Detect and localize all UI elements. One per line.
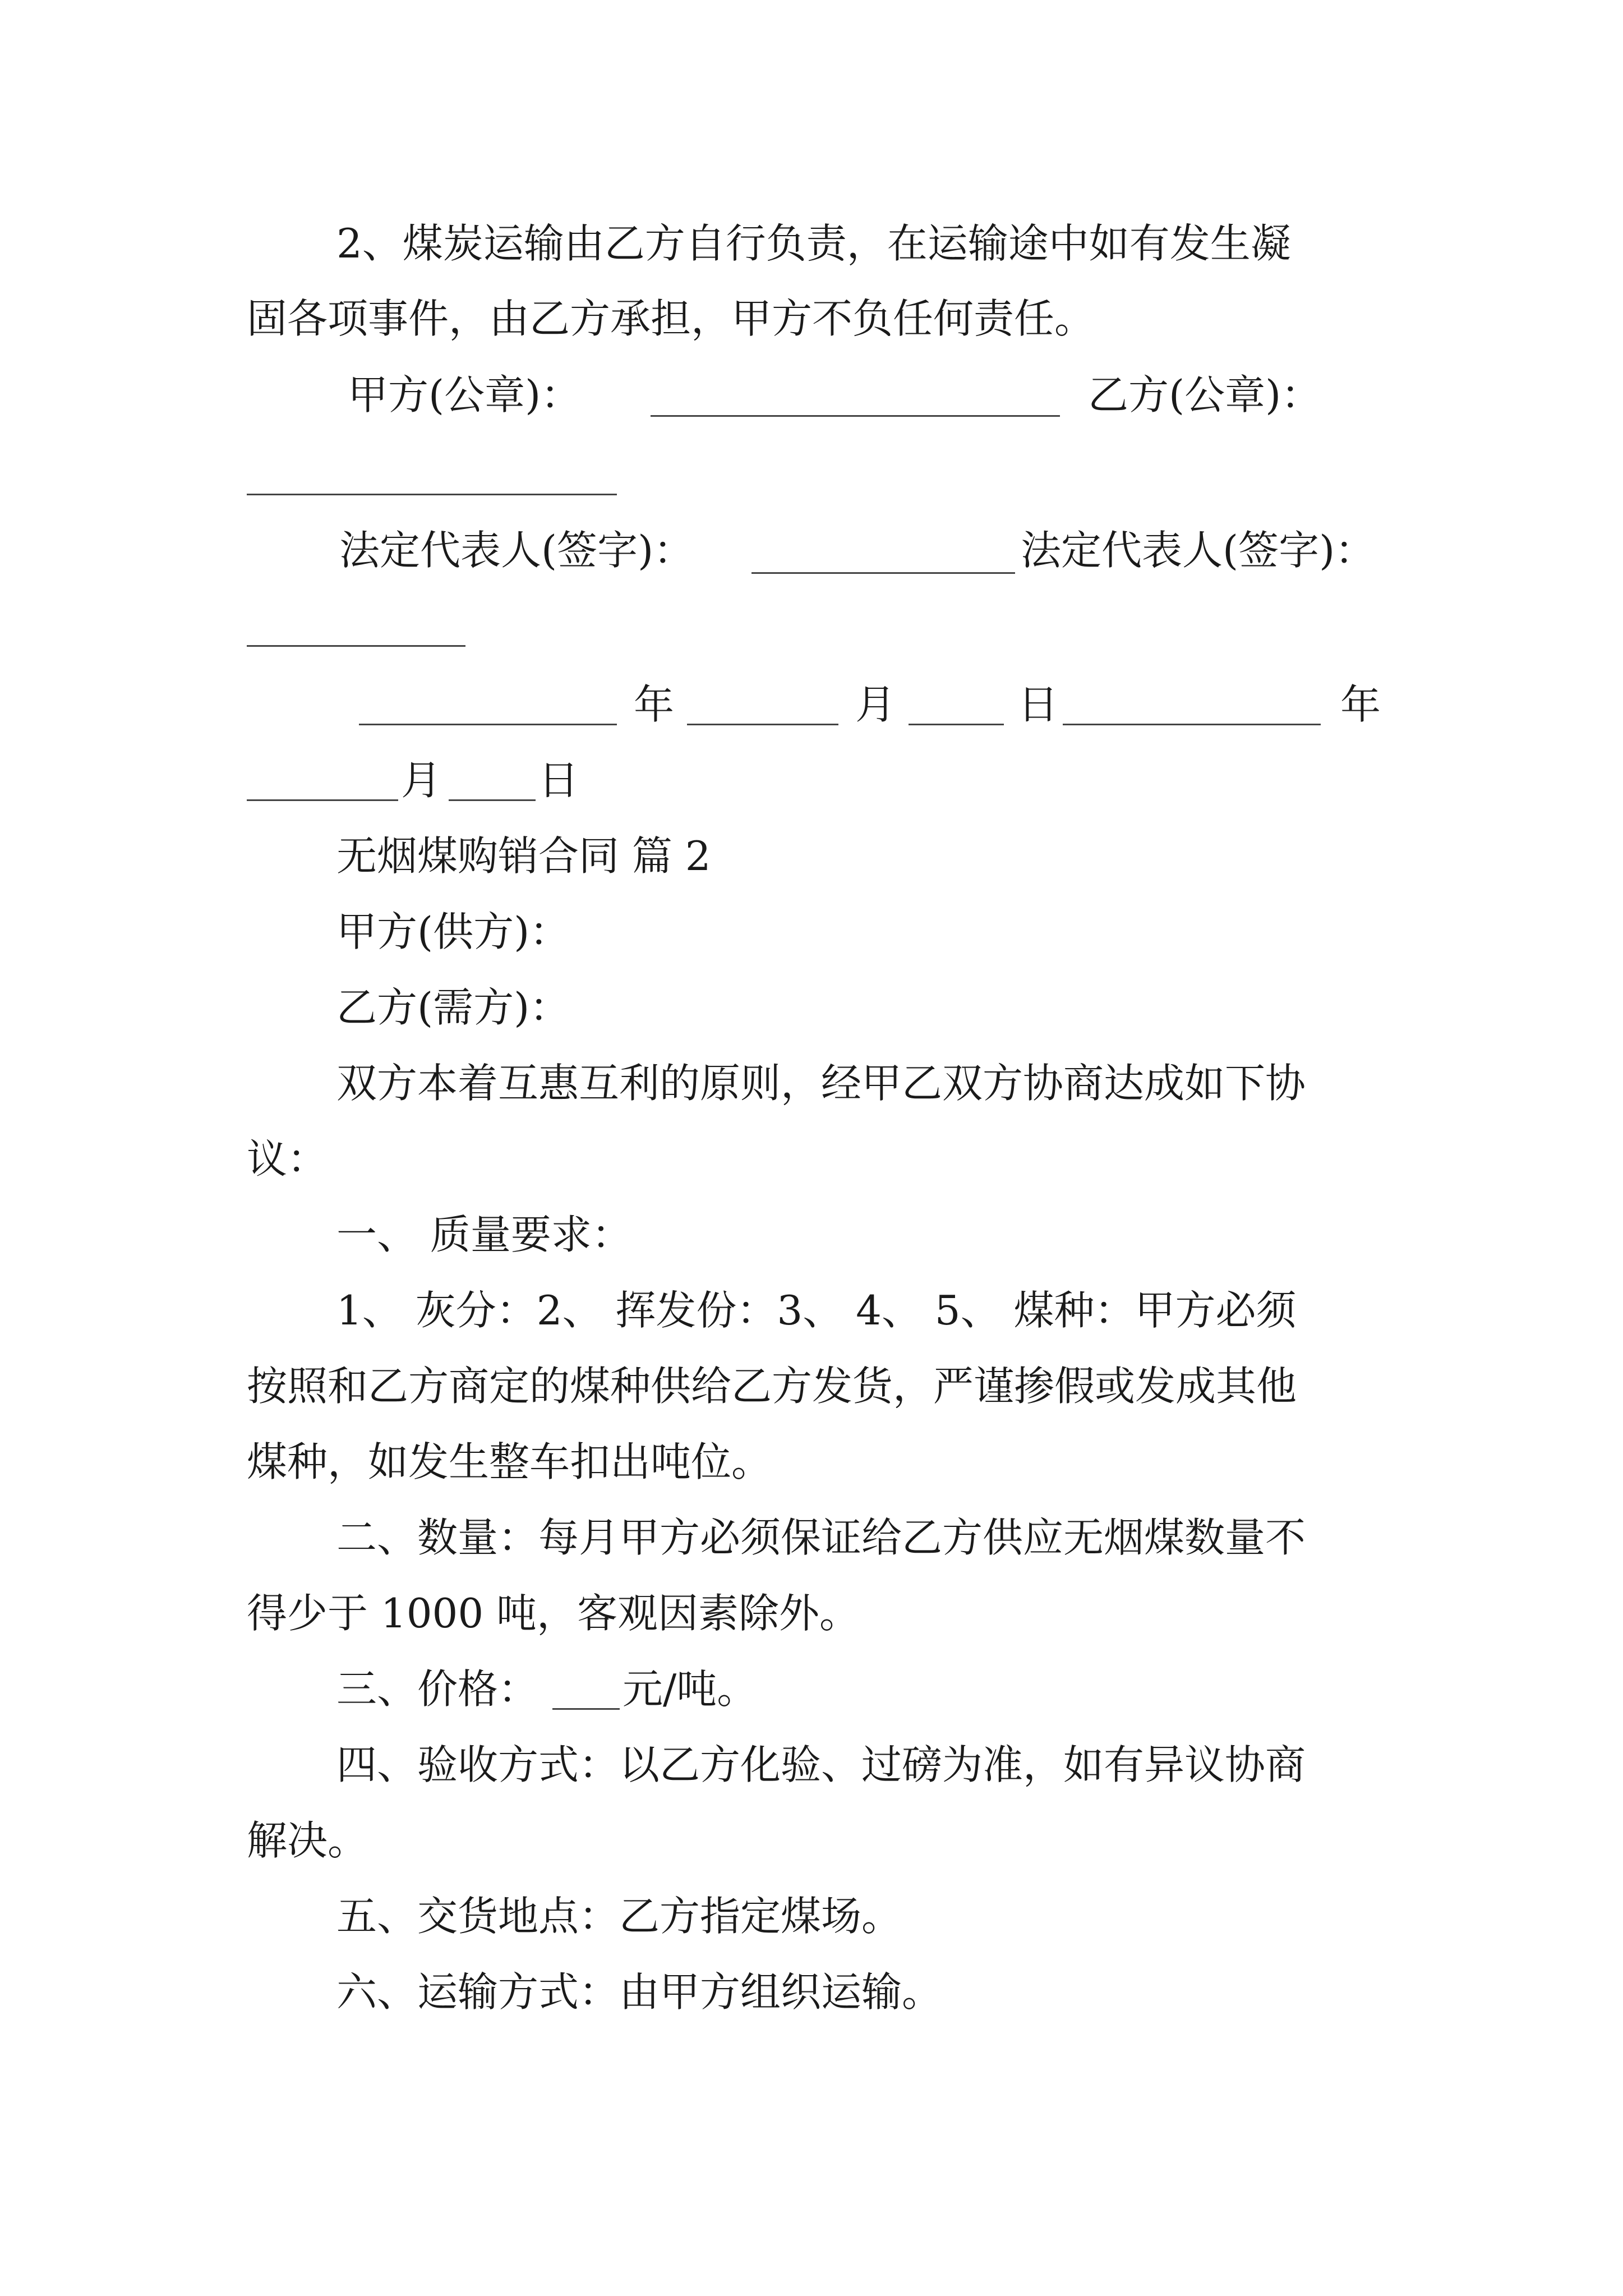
clause-2-line-1: 2、煤炭运输由乙方自行负责，在运输途中如有发生凝 bbox=[336, 220, 1291, 267]
intro-line-2: 议： bbox=[247, 1135, 328, 1182]
date-b-year-blank bbox=[1063, 724, 1321, 725]
transport-method: 六、运输方式：由甲方组织运输。 bbox=[336, 1968, 943, 2016]
date-a-day-blank bbox=[909, 724, 1004, 725]
date-b-month: 月 bbox=[401, 757, 442, 804]
date-b-year: 年 bbox=[1340, 681, 1381, 728]
date-b-day: 日 bbox=[538, 757, 579, 804]
date-a-year-blank bbox=[359, 724, 617, 725]
intro-line-1: 双方本着互惠互利的原则，经甲乙双方协商达成如下协 bbox=[336, 1060, 1306, 1107]
clause-2-line-2: 固各项事件，由乙方承担，甲方不负任何责任。 bbox=[247, 295, 1095, 342]
date-b-month-blank bbox=[247, 799, 398, 801]
date-a-month-blank bbox=[687, 724, 838, 725]
price-unit: 元/吨。 bbox=[623, 1665, 758, 1713]
rep-b-blank bbox=[247, 645, 465, 647]
party-b-seal-blank bbox=[247, 494, 617, 495]
date-a-year: 年 bbox=[634, 681, 675, 728]
supplier-label: 甲方(供方)： bbox=[336, 908, 570, 955]
quality-heading: 一、 质量要求： bbox=[336, 1211, 632, 1258]
rep-a-label: 法定代表人(签字)： bbox=[339, 527, 694, 574]
acceptance-line-1: 四、验收方式：以乙方化验、过磅为准，如有异议协商 bbox=[336, 1741, 1306, 1788]
delivery-location: 五、交货地点：乙方指定煤场。 bbox=[336, 1893, 902, 1940]
date-b-day-blank bbox=[449, 799, 536, 801]
quality-line-2: 按照和乙方商定的煤种供给乙方发货，严谨掺假或发成其他 bbox=[247, 1363, 1297, 1410]
buyer-label: 乙方(需方)： bbox=[336, 984, 570, 1031]
rep-b-label: 法定代表人(签字)： bbox=[1021, 527, 1376, 574]
quantity-line-1: 二、数量：每月甲方必须保证给乙方供应无烟煤数量不 bbox=[336, 1514, 1306, 1561]
quality-line-1: 1、 灰分：2、 挥发份：3、 4、 5、 煤种：甲方必须 bbox=[336, 1287, 1297, 1334]
contract-2-title: 无烟煤购销合同 篇 2 bbox=[336, 832, 711, 880]
party-a-seal-blank bbox=[651, 415, 1060, 417]
party-a-seal-label: 甲方(公章)： bbox=[348, 371, 582, 418]
date-a-month: 月 bbox=[855, 681, 896, 728]
date-a-day: 日 bbox=[1018, 681, 1059, 728]
rep-a-blank bbox=[751, 572, 1015, 574]
party-b-seal-label: 乙方(公章)： bbox=[1088, 371, 1322, 418]
quality-line-3: 煤种，如发生整车扣出吨位。 bbox=[247, 1438, 772, 1485]
acceptance-line-2: 解决。 bbox=[247, 1817, 368, 1864]
price-blank bbox=[552, 1708, 620, 1710]
quantity-line-2: 得少于 1000 吨，客观因素除外。 bbox=[247, 1590, 860, 1637]
price-label: 三、价格： bbox=[336, 1665, 539, 1713]
